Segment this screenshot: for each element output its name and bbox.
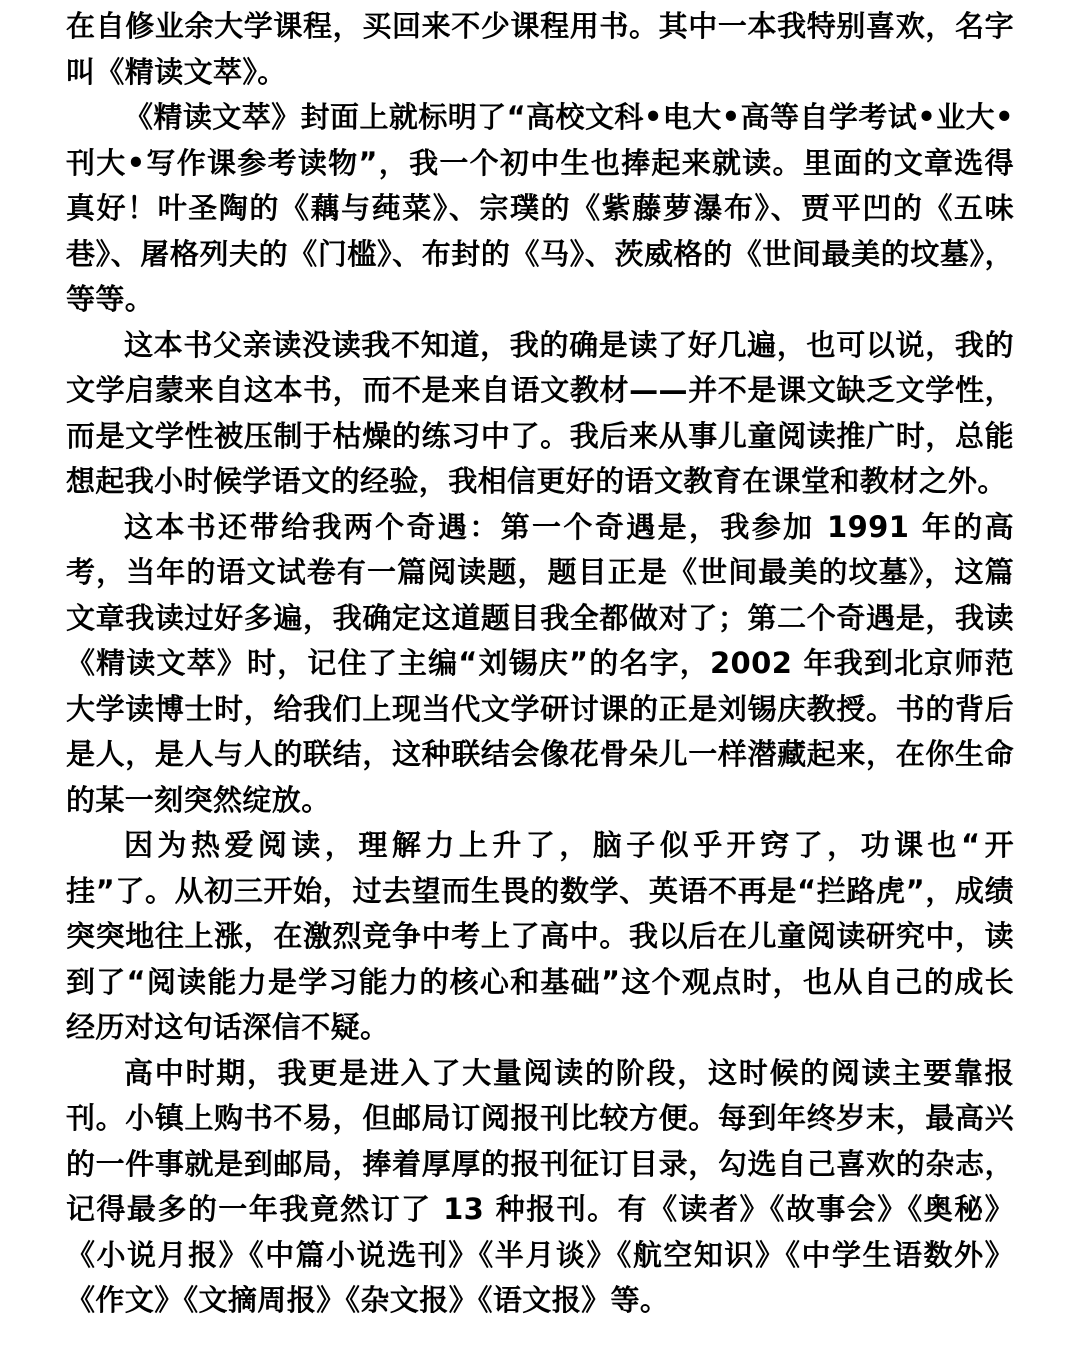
paragraph-jingdu-wencui-cover: 《精读文萃》封面上就标明了“高校文科•电大•高等自学考试•业大•刊大•写作课参考读物”，我一个初中生也捧起来就读。里面的文章选得真好！叶圣陶的《藕与莼菜》、宗璞的《紫藤萝瀑布》、贾平凹的《五味巷》、屠格列夫的《门槛》、布封的《马》、茨威格的《世间最美的坟墓》，等等。 [66, 100, 1014, 316]
paragraph-high-school-periodicals: 高中时期，我更是进入了大量阅读的阶段，这时候的阅读主要靠报刊。小镇上购书不易，但邮局订阅报刊比较方便。每到年终岁末，最高兴的一件事就是到邮局，捧着厚厚的报刊征订目录，勾选自己喜欢的杂志，记得最多的一年我竟然订了 13 种报刊。有《读者》《故事会》《奥秘》《小说月报》《中篇小说选刊》《半月谈》《航空知识》《中学生语数外》《作文》《文摘周报》《杂文报》《语文报》等。 [66, 1055, 1014, 1317]
paragraph-literary-enlightenment: 这本书父亲读没读我不知道，我的确是读了好几遍，也可以说，我的文学启蒙来自这本书，而不是来自语文教材——并不是课文缺乏文学性，而是文学性被压制于枯燥的练习中了。我后来从事儿童阅读推广时，总能想起我小时候学语文的经验，我相信更好的语文教育在课堂和教材之外。 [66, 327, 1014, 498]
article-body [66, 4, 1014, 1324]
paragraph-reading-ability: 因为热爱阅读，理解力上升了，脑子似乎开窍了，功课也“开挂”了。从初三开始，过去望而生畏的数学、英语不再是“拦路虎”，成绩突突地往上涨，在激烈竞争中考上了高中。我以后在儿童阅读研究中，读到了“阅读能力是学习能力的核心和基础”这个观点时，也从自己的成长经历对这句话深信不疑。 [66, 828, 1014, 1044]
paragraph-continued-intro: 在自修业余大学课程，买回来不少课程用书。其中一本我特别喜欢，名字叫《精读文萃》。 [66, 9, 1014, 89]
paragraph-two-encounters: 这本书还带给我两个奇遇：第一个奇遇是，我参加 1991 年的高考，当年的语文试卷有一篇阅读题，题目正是《世间最美的坟墓》，这篇文章我读过好多遍，我确定这道题目我全都做对了；第二个奇遇是，我读《精读文萃》时，记住了主编“刘锡庆”的名字，2002 年我到北京师范大学读博士时，给我们上现当代文学研讨课的正是刘锡庆教授。书的背后是人，是人与人的联结，这种联结会像花骨朵儿一样潜藏起来，在你生命的某一刻突然绽放。 [66, 509, 1014, 817]
